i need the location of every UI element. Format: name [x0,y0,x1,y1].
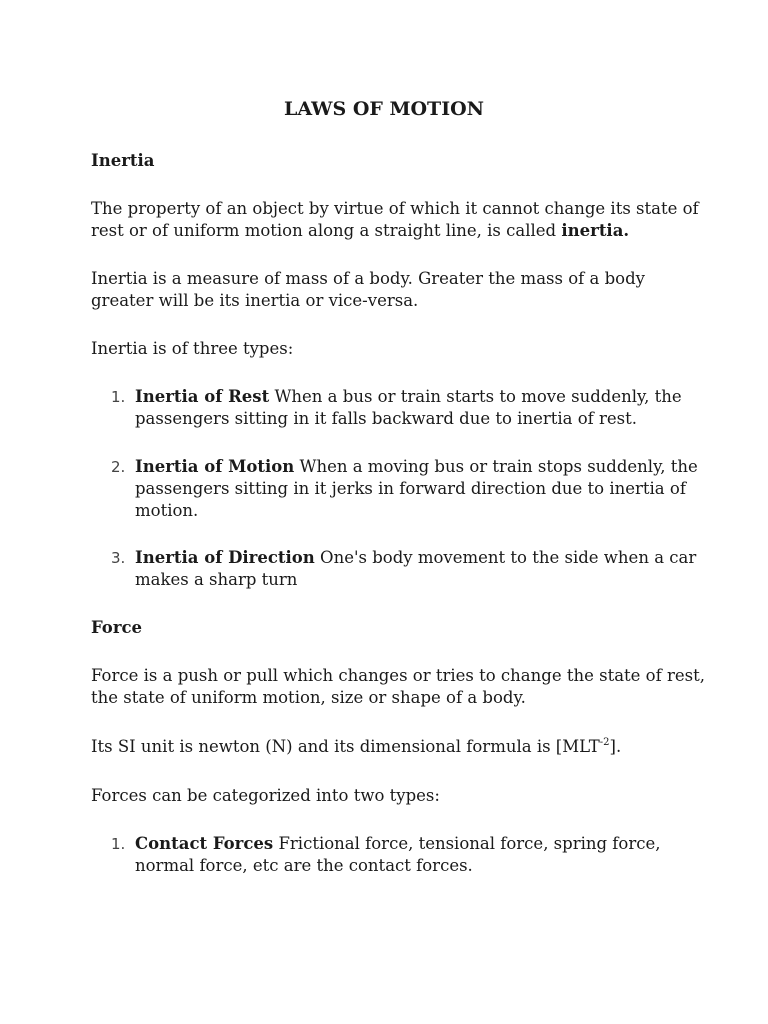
list-item-body [135,547,715,591]
list-item-body [135,833,715,877]
list-item-number: 3. [111,549,126,567]
document-title: LAWS OF MOTION [283,98,484,120]
inertia-measure: Inertia is a measure of mass of a body. Greater the mass of a body greater will be its inertia or vice-versa. [91,269,645,310]
list-item-number: 1. [111,835,126,853]
si-unit-text: Its SI unit is newton (N) and its dimensional formula is [MLT [91,737,600,756]
inertia-definition-text: The property of an object by virtue of which it cannot change its state of rest or of uniform motion along a straight line, is called [91,199,699,240]
list-item-text: One's body movement to the side when a car makes a sharp turn [135,548,697,589]
list-item-term: Inertia of Rest [135,387,270,406]
force-heading: Force [91,618,143,637]
list-item-body [135,456,715,522]
list-item-term: Inertia of Direction [135,548,315,567]
si-unit-exponent: -2 [599,737,610,748]
force-types-intro: Forces can be categorized into two types: [91,786,440,805]
list-item-body [135,386,715,430]
force-si-unit [91,736,711,758]
list-item-text: When a bus or train starts to move suddenly, the passengers sitting in it falls backward due to inertia of rest. [135,387,682,428]
list-item-term: Inertia of Motion [135,457,295,476]
list-item-text: Frictional force, tensional force, spring force, normal force, etc are the contact forces. [135,834,661,875]
list-item-term: Contact Forces [135,834,274,853]
si-unit-end: ]. [609,737,622,756]
inertia-definition [91,198,711,242]
inertia-types-intro: Inertia is of three types: [91,339,294,358]
force-definition: Force is a push or pull which changes or tries to change the state of rest, the state of uniform motion, size or shape of a body. [91,666,705,707]
list-item-text: When a moving bus or train stops suddenly, the passengers sitting in it jerks in forward direction due to inertia of motion. [135,457,698,520]
list-item-number: 1. [111,388,126,406]
inertia-definition-term: inertia. [561,221,630,240]
list-item-number: 2. [111,458,126,476]
inertia-heading: Inertia [91,151,155,170]
